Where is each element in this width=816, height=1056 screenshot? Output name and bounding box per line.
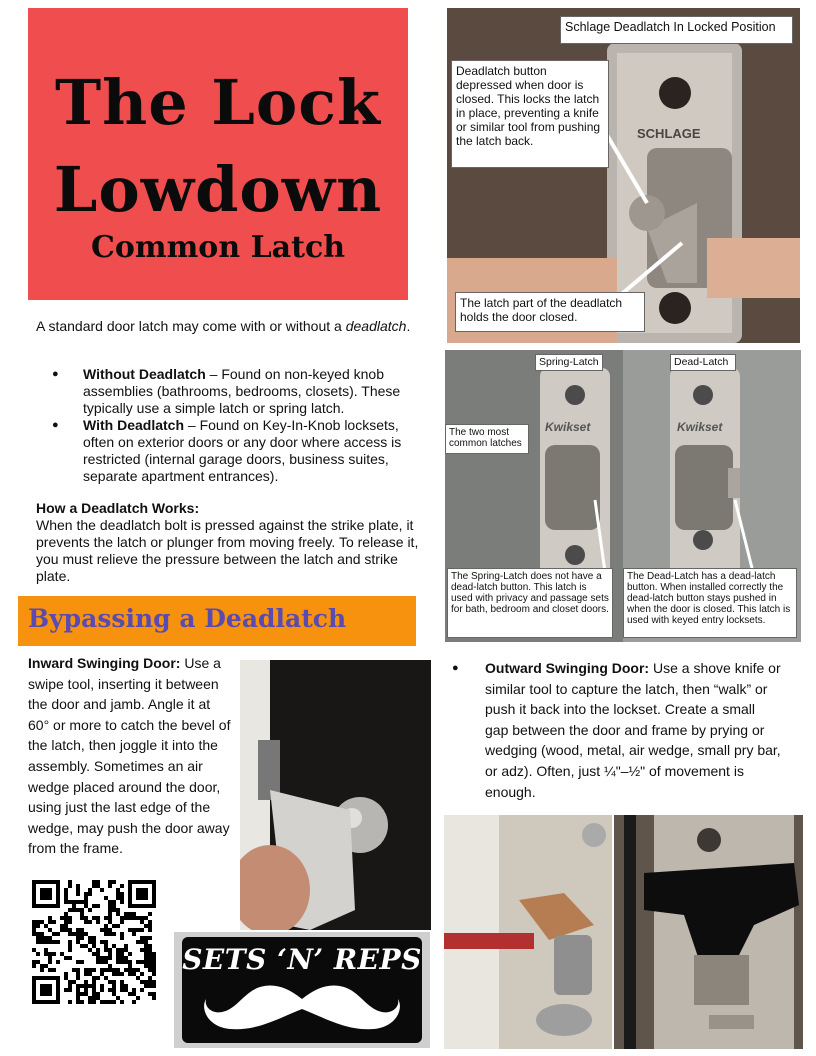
bullet-label: With Deadlatch bbox=[83, 417, 184, 433]
kwikset-brand-right: Kwikset bbox=[677, 420, 723, 434]
section-banner-title: Bypassing a Deadlatch bbox=[28, 604, 347, 633]
sets-n-reps-logo bbox=[174, 932, 430, 1048]
title-block bbox=[28, 8, 408, 300]
intro-emphasis: deadlatch bbox=[345, 318, 407, 334]
dead-latch-label: Dead-Latch bbox=[670, 354, 736, 371]
bullet-dot-icon: ● bbox=[52, 368, 59, 380]
qr-code-graphic bbox=[32, 880, 156, 1004]
how-heading: How a Deadlatch Works: bbox=[36, 500, 200, 516]
schlage-deadlatch-photo bbox=[447, 8, 800, 343]
schlage-brand-stamp: SCHLAGE bbox=[637, 126, 701, 141]
spring-latch-callout: The Spring-Latch does not have a dead-latch button. This latch is used with privacy and passage sets for bath, bedroom and closet doors. bbox=[447, 568, 613, 638]
dead-latch-callout: The Dead-Latch has a dead-latch button. When installed correctly the dead-latch button stays pushed in when the door is closed. This latch is used with keyed entry locksets. bbox=[623, 568, 797, 638]
spring-latch-label: Spring-Latch bbox=[535, 354, 603, 371]
kwikset-brand-left: Kwikset bbox=[545, 420, 591, 434]
common-latches-callout: The two most common latches bbox=[445, 424, 529, 454]
swipe-tool-photo bbox=[240, 660, 431, 930]
outward-door-item bbox=[452, 658, 782, 802]
bullet-text: – Found on non-keyed knob assemblies (bathrooms, bedrooms, closets). These typically use a simple latch or spring latch. bbox=[83, 366, 401, 416]
latch-type-list bbox=[36, 366, 421, 485]
bullet-dot-icon: ● bbox=[452, 662, 459, 674]
swipe-tool-drawing bbox=[240, 660, 431, 930]
inward-label: Inward Swinging Door: bbox=[28, 655, 181, 671]
subtitle: Common Latch bbox=[90, 230, 346, 265]
intro-period: . bbox=[406, 318, 411, 334]
title-line-2: Lowdown bbox=[53, 153, 383, 226]
inward-door-paragraph bbox=[28, 653, 234, 859]
logo-plate bbox=[182, 937, 422, 1043]
outward-door-paragraph bbox=[452, 658, 782, 802]
list-item bbox=[36, 417, 421, 485]
intro-text: A standard door latch may come with or without a bbox=[36, 318, 346, 334]
bullet-dot-icon: ● bbox=[52, 419, 59, 431]
outward-label: Outward Swinging Door: bbox=[485, 660, 650, 676]
outward-text: Use a shove knife or similar tool to capture the latch, then “walk” or push it back into the lockset. Create a small gap between the door and frame by prying or wedging (wood, metal, air wedge, small pry bar, or adz). Often, just ¼"–½" of movement is enough. bbox=[485, 660, 781, 800]
shove-knife-photo bbox=[614, 815, 803, 1049]
qr-code[interactable] bbox=[32, 880, 156, 1004]
how-text: When the deadlatch bolt is pressed against the strike plate, it prevents the latch or plunger from moving freely. To release it, you must relieve the pressure between the latch and strike plate. bbox=[36, 517, 419, 584]
latch-part-callout: The latch part of the deadlatch holds the door closed. bbox=[455, 292, 645, 332]
section-banner bbox=[18, 596, 416, 646]
inward-text: Use a swipe tool, inserting it between the door and jamb. Angle it at 60° or more to catch the bevel of the latch, then joggle it into the assembly. Sometimes an air wedge placed around the door, using just the last edge of the wedge, may push the door away from the frame. bbox=[28, 655, 231, 857]
logo-text: SETS ‘N’ REPS bbox=[182, 943, 422, 976]
title-line-1: The Lock bbox=[55, 66, 381, 139]
shove-knife-drawing bbox=[614, 815, 803, 1049]
schlage-header-callout: Schlage Deadlatch In Locked Position bbox=[560, 16, 793, 44]
intro-paragraph bbox=[36, 318, 416, 335]
bullet-label: Without Deadlatch bbox=[83, 366, 206, 382]
latch-comparison-photo bbox=[445, 350, 801, 642]
wedge-door-photo bbox=[444, 815, 612, 1049]
deadlatch-button-callout: Deadlatch button depressed when door is closed. This locks the latch in place, preventing a knife or similar tool from pushing the latch back. bbox=[451, 60, 609, 168]
how-deadlatch-works bbox=[36, 500, 421, 585]
mustache-icon bbox=[182, 937, 422, 1043]
wedge-door-drawing bbox=[444, 815, 612, 1049]
bullet-text: – Found on Key-In-Knob locksets, often on exterior doors or any door where access is restricted (internal garage doors, business suites, separate apartment entrances). bbox=[83, 417, 402, 484]
list-item bbox=[36, 366, 421, 417]
